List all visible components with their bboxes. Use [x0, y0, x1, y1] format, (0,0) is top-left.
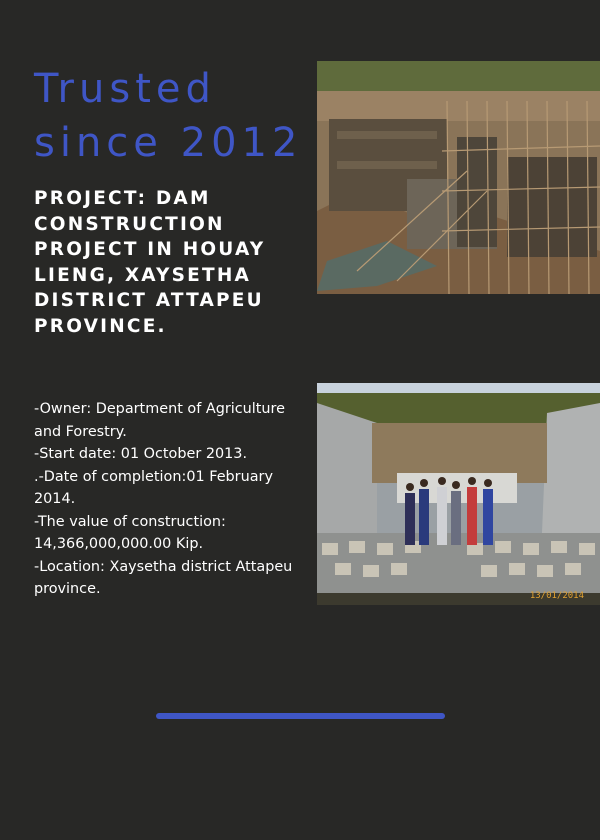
- tagline: [34, 62, 314, 170]
- photo-date-stamp: 13/01/2014: [529, 591, 584, 601]
- tagline-line-2: since 2012: [34, 120, 303, 166]
- accent-bar: [156, 713, 445, 719]
- detail-location: -Location: Xaysetha district Attapeu province.: [34, 558, 293, 597]
- construction-site-photo: [317, 61, 600, 294]
- detail-construction-value: -The value of construction: 14,366,000,000.00 Kip.: [34, 513, 226, 552]
- project-details: [34, 398, 309, 601]
- detail-owner: -Owner: Department of Agriculture and Forestry.: [34, 401, 285, 440]
- tagline-line-1: Trusted: [34, 66, 216, 112]
- project-title: PROJECT: DAM CONSTRUCTION PROJECT IN HOUAY LIENG, XAYSETHA DISTRICT ATTAPEU PROVINCE.: [34, 188, 266, 337]
- detail-completion-date: .-Date of completion:01 February 2014.: [34, 468, 273, 507]
- completed-dam-photo: [317, 383, 600, 605]
- detail-start-date: -Start date: 01 October 2013.: [34, 446, 248, 462]
